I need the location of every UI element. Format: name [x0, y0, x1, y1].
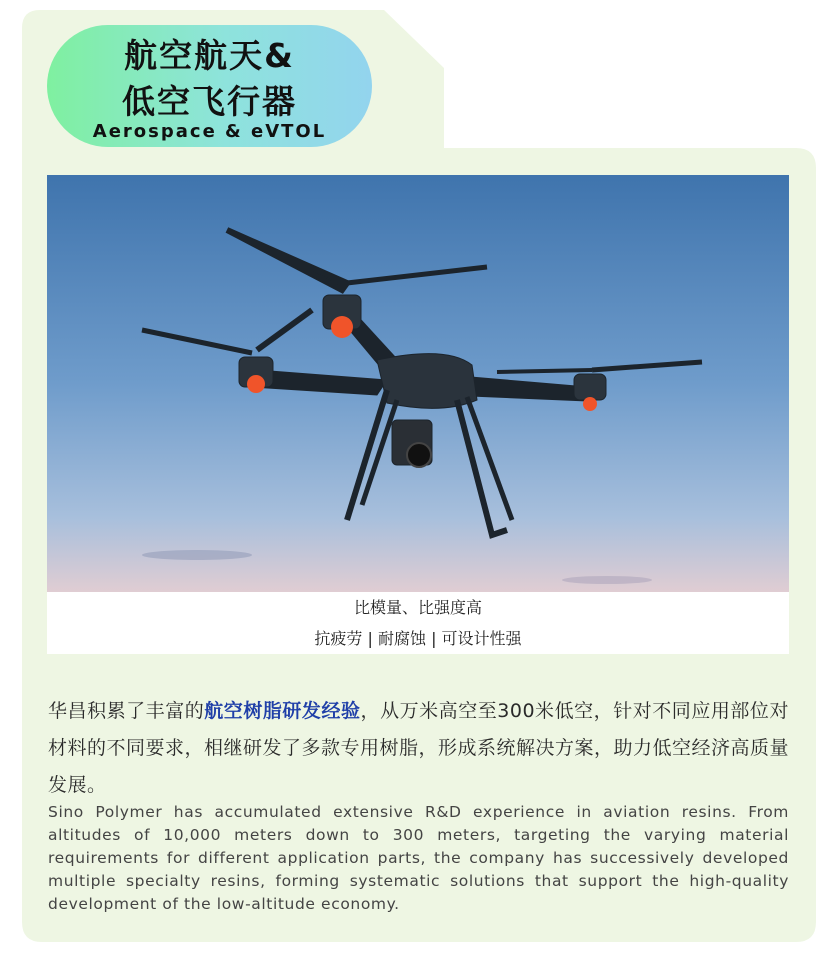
description-en: Sino Polymer has accumulated extensive R&D experience in aviation resins. From altitudes of 10,000 meters down to 300 meters, targeting the varying material requirements for different application parts, the company has successively developed multiple specialty resins, forming systematic solutions that support the high-quality development of the low-altitude economy.	[48, 803, 789, 913]
description-cn-highlight: 航空树脂研发经验	[204, 700, 361, 722]
image-caption	[47, 592, 789, 654]
drone-photo	[47, 175, 789, 592]
caption-line1: 比模量、比强度高	[353, 598, 482, 617]
title-cn-line1: 航空航天&	[124, 36, 295, 75]
section-title-en: Aerospace & eVTOL	[92, 121, 327, 142]
caption-line2: 抗疲劳 | 耐腐蚀 | 可设计性强	[314, 629, 522, 648]
section-title-cn	[47, 33, 372, 125]
description-cn-text-rest: ，从万米高空至300米低空，针对不同应用部位对材料的不同要求，相继研发了多款专用树脂，形成系统解决方案，助力低空经济高质量发展。	[48, 700, 790, 796]
description-cn	[48, 693, 789, 804]
description-cn-text: 华昌积累了丰富的	[48, 700, 205, 722]
title-cn-line2: 低空飞行器	[122, 82, 297, 121]
section-title-badge	[47, 25, 372, 147]
